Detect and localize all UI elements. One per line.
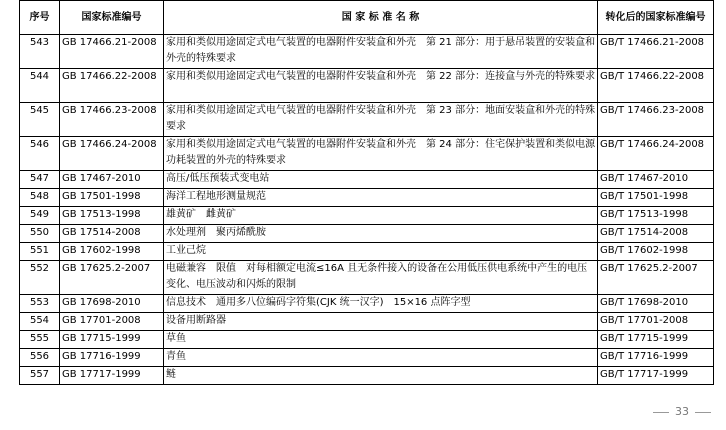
row-seq: 549	[20, 207, 60, 225]
row-converted: GB/T 17466.21-2008	[598, 35, 714, 69]
row-seq: 557	[20, 367, 60, 385]
row-converted: GB/T 17466.23-2008	[598, 103, 714, 137]
table-row	[20, 189, 714, 207]
header-code: 国家标准编号	[60, 1, 164, 35]
row-code: GB 17701-2008	[60, 313, 164, 331]
row-code: GB 17717-1999	[60, 367, 164, 385]
table-row	[20, 225, 714, 243]
table-row	[20, 295, 714, 313]
row-code: GB 17625.2-2007	[60, 261, 164, 295]
row-seq: 555	[20, 331, 60, 349]
row-code: GB 17716-1999	[60, 349, 164, 367]
standards-table	[19, 0, 714, 385]
row-name: 鲢	[164, 367, 598, 385]
table-row	[20, 35, 714, 69]
row-converted: GB/T 17717-1999	[598, 367, 714, 385]
page-number	[647, 405, 717, 418]
table-row	[20, 331, 714, 349]
table-row	[20, 171, 714, 189]
row-code: GB 17466.23-2008	[60, 103, 164, 137]
row-name: 高压/低压预装式变电站	[164, 171, 598, 189]
row-converted: GB/T 17716-1999	[598, 349, 714, 367]
row-seq: 548	[20, 189, 60, 207]
page-number-value: 33	[675, 405, 689, 418]
table-row	[20, 313, 714, 331]
row-converted: GB/T 17698-2010	[598, 295, 714, 313]
row-name: 信息技术 通用多八位编码字符集(CJK 统一汉字) 15×16 点阵字型	[164, 295, 598, 313]
row-seq: 554	[20, 313, 60, 331]
row-code: GB 17513-1998	[60, 207, 164, 225]
row-name: 草鱼	[164, 331, 598, 349]
row-seq: 552	[20, 261, 60, 295]
table-row	[20, 69, 714, 103]
row-code: GB 17715-1999	[60, 331, 164, 349]
row-converted: GB/T 17701-2008	[598, 313, 714, 331]
table-row	[20, 367, 714, 385]
row-code: GB 17698-2010	[60, 295, 164, 313]
page-number-dash-right	[695, 412, 711, 413]
standards-table-sheet	[19, 0, 714, 385]
row-converted: GB/T 17513-1998	[598, 207, 714, 225]
table-row	[20, 207, 714, 225]
row-name: 家用和类似用途固定式电气装置的电器附件安装盒和外壳 第 23 部分：地面安装盒和外壳的特殊要求	[164, 103, 598, 137]
row-converted: GB/T 17466.22-2008	[598, 69, 714, 103]
row-seq: 547	[20, 171, 60, 189]
row-converted: GB/T 17602-1998	[598, 243, 714, 261]
row-name: 家用和类似用途固定式电气装置的电器附件安装盒和外壳 第 22 部分：连接盒与外壳的特殊要求	[164, 69, 598, 103]
page-number-dash-left	[653, 412, 669, 413]
row-code: GB 17467-2010	[60, 171, 164, 189]
row-seq: 551	[20, 243, 60, 261]
table-row	[20, 349, 714, 367]
table-row	[20, 137, 714, 171]
header-seq: 序号	[20, 1, 60, 35]
row-seq: 556	[20, 349, 60, 367]
table-row	[20, 261, 714, 295]
row-code: GB 17466.24-2008	[60, 137, 164, 171]
row-code: GB 17466.22-2008	[60, 69, 164, 103]
row-name: 雄黄矿 雌黄矿	[164, 207, 598, 225]
row-seq: 553	[20, 295, 60, 313]
row-seq: 546	[20, 137, 60, 171]
row-name: 家用和类似用途固定式电气装置的电器附件安装盒和外壳 第 24 部分：住宅保护装置和类似电源功耗装置的外壳的特殊要求	[164, 137, 598, 171]
table-header	[20, 1, 714, 35]
table-body	[20, 35, 714, 385]
table-row	[20, 243, 714, 261]
row-seq: 545	[20, 103, 60, 137]
header-name: 国 家 标 准 名 称	[164, 1, 598, 35]
row-converted: GB/T 17501-1998	[598, 189, 714, 207]
row-name: 工业己烷	[164, 243, 598, 261]
header-converted: 转化后的国家标准编号	[598, 1, 714, 35]
row-converted: GB/T 17715-1999	[598, 331, 714, 349]
row-name: 电磁兼容 限值 对每相额定电流≤16A 且无条件接入的设备在公用低压供电系统中产生的电压变化、电压波动和闪烁的限制	[164, 261, 598, 295]
row-seq: 550	[20, 225, 60, 243]
row-converted: GB/T 17466.24-2008	[598, 137, 714, 171]
row-name: 水处理剂 聚丙烯酰胺	[164, 225, 598, 243]
row-name: 设备用断路器	[164, 313, 598, 331]
row-name: 家用和类似用途固定式电气装置的电器附件安装盒和外壳 第 21 部分：用于悬吊装置的安装盒和外壳的特殊要求	[164, 35, 598, 69]
row-seq: 543	[20, 35, 60, 69]
row-code: GB 17514-2008	[60, 225, 164, 243]
row-code: GB 17501-1998	[60, 189, 164, 207]
row-seq: 544	[20, 69, 60, 103]
row-code: GB 17466.21-2008	[60, 35, 164, 69]
row-converted: GB/T 17467-2010	[598, 171, 714, 189]
row-name: 海洋工程地形测量规范	[164, 189, 598, 207]
table-row	[20, 103, 714, 137]
row-converted: GB/T 17514-2008	[598, 225, 714, 243]
row-code: GB 17602-1998	[60, 243, 164, 261]
row-converted: GB/T 17625.2-2007	[598, 261, 714, 295]
row-name: 青鱼	[164, 349, 598, 367]
header-row	[20, 1, 714, 35]
